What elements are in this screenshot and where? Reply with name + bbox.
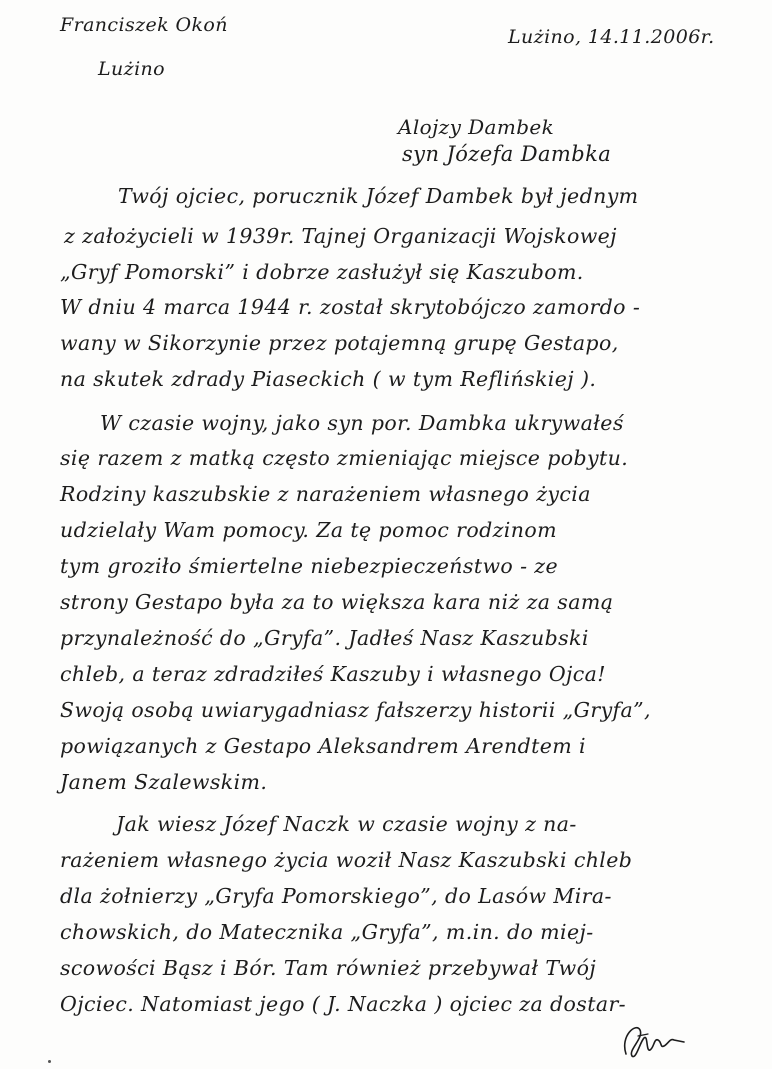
letter-line: Janem Szalewskim. [60, 770, 268, 794]
letter-line: dla żołnierzy „Gryfa Pomorskiego”, do Lasów Mira- [60, 884, 612, 908]
addressee-relation: syn Józefa Dambka [402, 142, 612, 166]
letter-line: chowskich, do Matecznika „Gryfa”, m.in. do miej- [60, 920, 594, 944]
letter-line: Ojciec. Natomiast jego ( J. Naczka ) ojciec za dostar- [60, 992, 627, 1016]
letter-line: chleb, a teraz zdradziłeś Kaszuby i własnego Ojca! [60, 662, 606, 686]
letter-line: rażeniem własnego życia woził Nasz Kaszubski chleb [60, 848, 633, 872]
letter-line: „Gryf Pomorski” i dobrze zasłużył się Kaszubom. [60, 260, 584, 284]
scan-speck [48, 1060, 51, 1063]
letter-line: Swoją osobą uwiarygadniasz fałszerzy historii „Gryfa”, [60, 698, 651, 722]
signature [618, 1016, 688, 1062]
letter-line: udzielały Wam pomocy. Za tę pomoc rodzinom [60, 518, 557, 542]
letter-line: scowości Bąsz i Bór. Tam również przebywał Twój [60, 956, 597, 980]
letter-line: powiązanych z Gestapo Aleksandrem Arendtem i [60, 734, 586, 758]
sender-place: Lużino [98, 58, 166, 80]
letter-line: przynależność do „Gryfa”. Jadłeś Nasz Kaszubski [60, 626, 589, 650]
letter-line: Twój ojciec, porucznik Józef Dambek był jednym [118, 184, 639, 208]
letter-line: W dniu 4 marca 1944 r. został skrytobójczo zamordo - [60, 295, 641, 319]
letter-line: Jak wiesz Józef Naczk w czasie wojny z na- [116, 812, 577, 836]
letter-line: strony Gestapo była za to większa kara niż za samą [60, 590, 614, 614]
letter-line: tym groziło śmiertelne niebezpieczeństwo - ze [60, 554, 559, 578]
letter-line: z założycieli w 1939r. Tajnej Organizacji Wojskowej [64, 224, 617, 248]
letter-date: Lużino, 14.11.2006r. [508, 26, 715, 48]
sender-name: Franciszek Okoń [60, 14, 228, 36]
letter-line: Rodziny kaszubskie z narażeniem własnego życia [60, 482, 591, 506]
letter-line: na skutek zdrady Piaseckich ( w tym Reflińskiej ). [60, 367, 597, 391]
letter-line: W czasie wojny, jako syn por. Dambka ukrywałeś [100, 411, 624, 435]
addressee-name: Alojzy Dambek [398, 115, 555, 139]
letter-line: wany w Sikorzynie przez potajemną grupę Gestapo, [60, 331, 619, 355]
letter-line: się razem z matką często zmieniając miejsce pobytu. [60, 446, 629, 470]
